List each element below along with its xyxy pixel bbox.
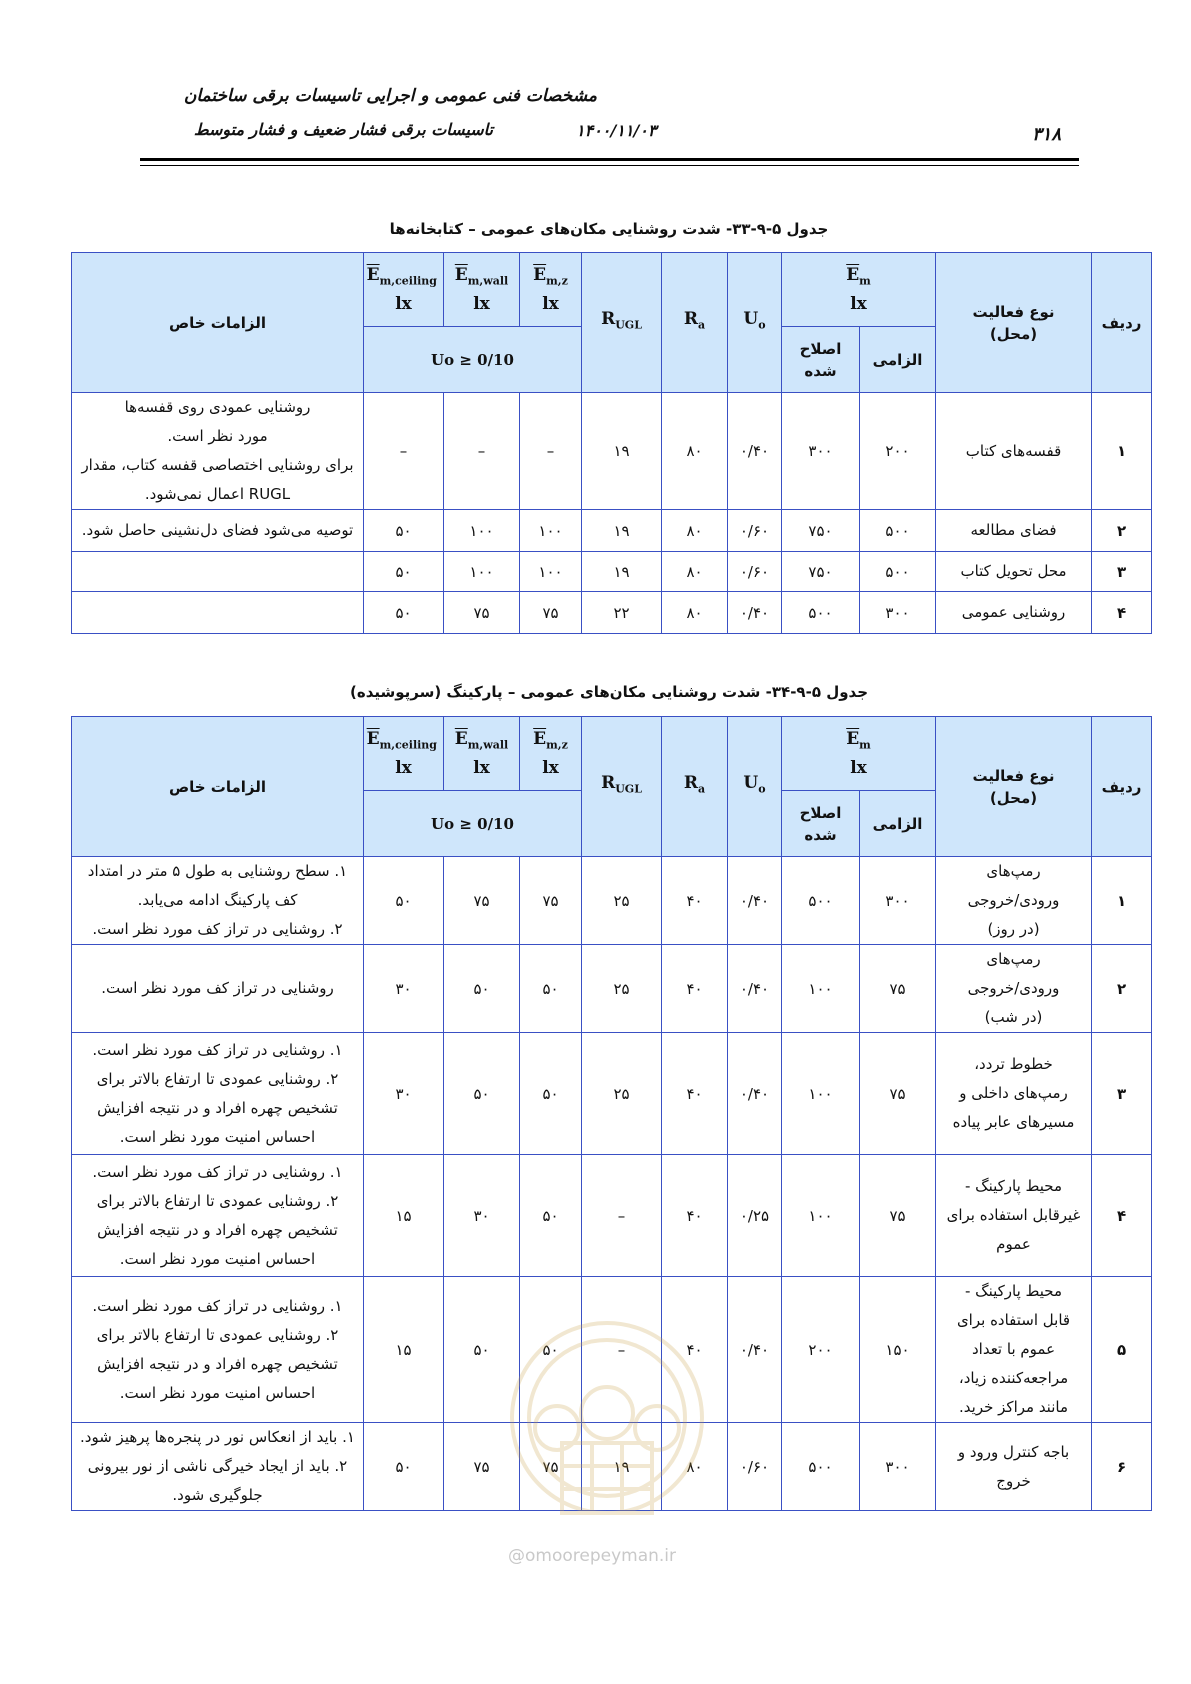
header-em: $E_m$ lx bbox=[782, 253, 936, 327]
cell-radif: ۲ bbox=[1092, 945, 1152, 1033]
table-row bbox=[72, 1155, 1152, 1277]
cell-uo: ۰/۲۵ bbox=[728, 1155, 782, 1277]
document-title: مشخصات فنی عمومی و اجرایی تاسیسات برقی ساختمان bbox=[183, 86, 597, 106]
cell-rugl: ۲۵ bbox=[582, 1033, 662, 1155]
cell-em-modified: ۷۵۰ bbox=[782, 552, 860, 592]
header-uo: $U_o$ bbox=[728, 717, 782, 857]
cell-requirements-line: ۱. روشنایی در تراز کف مورد نظر است. bbox=[92, 1162, 343, 1181]
cell-em-ceiling: ۱۵ bbox=[364, 1277, 444, 1423]
cell-em-ceiling: ۵۰ bbox=[364, 592, 444, 634]
header-activity-line2: (محل) bbox=[989, 324, 1038, 343]
cell-em-mandatory: ۷۵ bbox=[860, 1155, 936, 1277]
header-em-wall: $E_{m,wall}$ lx bbox=[444, 717, 520, 791]
header-em-z: $E_{m,z}$ lx bbox=[520, 253, 582, 327]
header-uo-condition: Uo ≥ 0/10 bbox=[364, 791, 582, 857]
cell-ra: ۴۰ bbox=[662, 1277, 728, 1423]
cell-em-ceiling: ۵۰ bbox=[364, 510, 444, 552]
cell-requirements-line: احساس امنیت مورد نظر است. bbox=[119, 1127, 316, 1146]
header-em-ceiling: $E_{m,ceiling}$ lx bbox=[364, 717, 444, 791]
cell-radif: ۱ bbox=[1092, 393, 1152, 510]
cell-rugl: ۲۵ bbox=[582, 857, 662, 945]
cell-requirements-line: مورد نظر است. bbox=[167, 427, 268, 445]
cell-em-z: ۵۰ bbox=[520, 945, 582, 1033]
cell-ra: ۸۰ bbox=[662, 1423, 728, 1511]
cell-uo: ۰/۶۰ bbox=[728, 510, 782, 552]
cell-activity-line: عموم با تعداد bbox=[971, 1340, 1056, 1358]
cell-activity bbox=[936, 393, 1092, 510]
header-em-ceiling: $E_{m,ceiling}$ lx bbox=[364, 253, 444, 327]
cell-activity-line: غیرقابل استفاده برای bbox=[946, 1206, 1081, 1224]
header-modified: اصلاح شده bbox=[782, 327, 860, 393]
header-ra: $R_a$ bbox=[662, 717, 728, 857]
header-rugl: $R_{UGL}$ bbox=[582, 253, 662, 393]
cell-radif: ۴ bbox=[1092, 1155, 1152, 1277]
cell-requirements-line: احساس امنیت مورد نظر است. bbox=[119, 1249, 316, 1268]
cell-em-z: ۷۵ bbox=[520, 592, 582, 634]
cell-activity-line: خطوط تردد، bbox=[974, 1055, 1053, 1073]
cell-activity-line: قابل استفاده برای bbox=[956, 1311, 1071, 1329]
cell-activity bbox=[936, 552, 1092, 592]
cell-rugl: – bbox=[582, 1155, 662, 1277]
header-em: $E_m$ lx bbox=[782, 717, 936, 791]
cell-ra: ۸۰ bbox=[662, 552, 728, 592]
cell-activity-line: فضای مطالعه bbox=[970, 521, 1057, 539]
cell-requirements-line: روشنایی در تراز کف مورد نظر است. bbox=[101, 979, 334, 997]
cell-em-z: ۱۰۰ bbox=[520, 510, 582, 552]
cell-em-mandatory: ۵۰۰ bbox=[860, 510, 936, 552]
cell-activity-line: ورودی/خروجی bbox=[967, 979, 1060, 997]
cell-requirements-line: تشخیص چهره افراد و در نتیجه افزایش bbox=[97, 1220, 338, 1239]
cell-uo: ۰/۴۰ bbox=[728, 857, 782, 945]
cell-ra: ۴۰ bbox=[662, 1033, 728, 1155]
cell-activity-line: روشنایی عمومی bbox=[961, 603, 1066, 621]
cell-em-z: ۵۰ bbox=[520, 1033, 582, 1155]
cell-radif: ۶ bbox=[1092, 1423, 1152, 1511]
watermark-seal-logo bbox=[492, 1268, 722, 1528]
cell-requirements bbox=[72, 857, 364, 945]
cell-activity bbox=[936, 1277, 1092, 1423]
cell-em-modified: ۲۰۰ bbox=[782, 1277, 860, 1423]
header-activity bbox=[936, 717, 1092, 857]
cell-em-mandatory: ۳۰۰ bbox=[860, 592, 936, 634]
cell-em-wall: ۵۰ bbox=[444, 1277, 520, 1423]
cell-requirements-line: تشخیص چهره افراد و در نتیجه افزایش bbox=[97, 1098, 338, 1117]
cell-ra: ۸۰ bbox=[662, 510, 728, 552]
cell-em-wall: ۷۵ bbox=[444, 1423, 520, 1511]
cell-em-ceiling: ۱۵ bbox=[364, 1155, 444, 1277]
cell-requirements-line: برای روشنایی اختصاصی قفسه کتاب، مقدار bbox=[81, 456, 354, 474]
cell-activity bbox=[936, 1033, 1092, 1155]
cell-em-z: ۵۰ bbox=[520, 1155, 582, 1277]
header-activity bbox=[936, 253, 1092, 393]
cell-rugl: ۱۹ bbox=[582, 510, 662, 552]
cell-requirements-line: ۲. روشنایی در تراز کف مورد نظر است. bbox=[92, 920, 343, 938]
cell-em-mandatory: ۷۵ bbox=[860, 1033, 936, 1155]
cell-requirements bbox=[72, 592, 364, 634]
cell-requirements-line: جلوگیری شود. bbox=[172, 1486, 263, 1504]
cell-rugl: ۲۲ bbox=[582, 592, 662, 634]
cell-em-wall: ۱۰۰ bbox=[444, 510, 520, 552]
cell-activity-line: عموم bbox=[996, 1235, 1031, 1253]
cell-uo: ۰/۴۰ bbox=[728, 1277, 782, 1423]
header-rule-thin bbox=[140, 165, 1079, 166]
cell-em-mandatory: ۲۰۰ bbox=[860, 393, 936, 510]
cell-requirements bbox=[72, 552, 364, 592]
cell-radif: ۳ bbox=[1092, 552, 1152, 592]
table-row bbox=[72, 393, 1152, 510]
cell-activity-line: مراجعه‌کننده زیاد، bbox=[958, 1369, 1069, 1387]
cell-activity-line: قفسه‌های کتاب bbox=[965, 441, 1062, 460]
header-modified: اصلاح شده bbox=[782, 791, 860, 857]
cell-em-mandatory: ۷۵ bbox=[860, 945, 936, 1033]
cell-em-modified: ۵۰۰ bbox=[782, 592, 860, 634]
cell-em-wall: ۷۵ bbox=[444, 592, 520, 634]
cell-ra: ۸۰ bbox=[662, 592, 728, 634]
cell-em-z: ۷۵ bbox=[520, 1423, 582, 1511]
header-ra: $R_a$ bbox=[662, 253, 728, 393]
cell-requirements-line: ۱. روشنایی در تراز کف مورد نظر است. bbox=[92, 1040, 343, 1059]
cell-activity-line: مسیرهای عابر پیاده bbox=[952, 1113, 1075, 1131]
cell-activity-line: (در روز) bbox=[987, 920, 1040, 938]
cell-em-z: – bbox=[520, 393, 582, 510]
cell-em-wall: – bbox=[444, 393, 520, 510]
header-activity-line1: نوع فعالیت bbox=[972, 766, 1055, 785]
cell-em-wall: ۷۵ bbox=[444, 857, 520, 945]
cell-activity bbox=[936, 1155, 1092, 1277]
cell-em-ceiling: ۵۰ bbox=[364, 1423, 444, 1511]
cell-activity bbox=[936, 1423, 1092, 1511]
cell-em-wall: ۱۰۰ bbox=[444, 552, 520, 592]
cell-em-ceiling: – bbox=[364, 393, 444, 510]
header-mandatory: الزامی bbox=[860, 791, 936, 857]
cell-em-wall: ۵۰ bbox=[444, 1033, 520, 1155]
cell-em-ceiling: ۳۰ bbox=[364, 945, 444, 1033]
cell-uo: ۰/۴۰ bbox=[728, 945, 782, 1033]
cell-radif: ۴ bbox=[1092, 592, 1152, 634]
cell-requirements bbox=[72, 1155, 364, 1277]
cell-activity-line: رمپ‌های bbox=[986, 862, 1041, 880]
cell-activity-line: خروج bbox=[996, 1471, 1031, 1490]
cell-em-z: ۷۵ bbox=[520, 857, 582, 945]
cell-activity-line: رمپ‌های bbox=[986, 950, 1041, 968]
cell-requirements-line: کف پارکینگ ادامه می‌یابد. bbox=[137, 891, 298, 909]
cell-requirements-line: روشنایی عمودی روی قفسه‌ها bbox=[124, 398, 311, 416]
cell-activity-line: باجه کنترل ورود و bbox=[957, 1442, 1070, 1461]
table-libraries bbox=[71, 252, 1152, 634]
table-row bbox=[72, 592, 1152, 634]
cell-em-modified: ۱۰۰ bbox=[782, 1033, 860, 1155]
cell-em-wall: ۳۰ bbox=[444, 1155, 520, 1277]
cell-em-ceiling: ۵۰ bbox=[364, 857, 444, 945]
cell-activity-line: محل تحویل کتاب bbox=[960, 562, 1067, 580]
cell-ra: ۸۰ bbox=[662, 393, 728, 510]
cell-activity-line: ورودی/خروجی bbox=[967, 891, 1060, 909]
cell-activity bbox=[936, 510, 1092, 552]
header-uo: $U_o$ bbox=[728, 253, 782, 393]
cell-radif: ۵ bbox=[1092, 1277, 1152, 1423]
cell-requirements-line: ۱. روشنایی در تراز کف مورد نظر است. bbox=[92, 1296, 343, 1315]
cell-em-mandatory: ۵۰۰ bbox=[860, 552, 936, 592]
header-rugl: $R_{UGL}$ bbox=[582, 717, 662, 857]
cell-requirements bbox=[72, 393, 364, 510]
cell-rugl: – bbox=[582, 1277, 662, 1423]
table-row bbox=[72, 510, 1152, 552]
cell-em-ceiling: ۳۰ bbox=[364, 1033, 444, 1155]
cell-uo: ۰/۴۰ bbox=[728, 393, 782, 510]
document-subtitle: تاسیسات برقی فشار ضعیف و فشار متوسط bbox=[193, 120, 493, 139]
cell-requirements-line: RUGL اعمال نمی‌شود. bbox=[144, 485, 291, 503]
cell-requirements-line: ۱. باید از انعکاس نور در پنجره‌ها پرهیز شود. bbox=[80, 1428, 355, 1446]
cell-requirements bbox=[72, 510, 364, 552]
header-radif: ردیف bbox=[1092, 717, 1152, 857]
cell-requirements bbox=[72, 1033, 364, 1155]
cell-em-mandatory: ۱۵۰ bbox=[860, 1277, 936, 1423]
cell-ra: ۴۰ bbox=[662, 1155, 728, 1277]
cell-uo: ۰/۴۰ bbox=[728, 592, 782, 634]
cell-em-modified: ۷۵۰ bbox=[782, 510, 860, 552]
table-row bbox=[72, 552, 1152, 592]
cell-em-mandatory: ۳۰۰ bbox=[860, 1423, 936, 1511]
cell-em-ceiling: ۵۰ bbox=[364, 552, 444, 592]
cell-radif: ۳ bbox=[1092, 1033, 1152, 1155]
table-row bbox=[72, 945, 1152, 1033]
cell-em-modified: ۱۰۰ bbox=[782, 1155, 860, 1277]
header-rule-thick bbox=[140, 158, 1079, 161]
header-em-wall: $E_{m,wall}$ lx bbox=[444, 253, 520, 327]
header-mandatory: الزامی bbox=[860, 327, 936, 393]
cell-rugl: ۱۹ bbox=[582, 552, 662, 592]
cell-em-modified: ۳۰۰ bbox=[782, 393, 860, 510]
header-em-z: $E_{m,z}$ lx bbox=[520, 717, 582, 791]
cell-uo: ۰/۶۰ bbox=[728, 1423, 782, 1511]
table1-caption: جدول ۵-۹-۳۳- شدت روشنایی مکان‌های عمومی – کتابخانه‌ها bbox=[389, 220, 829, 238]
cell-requirements-line: ۲. روشنایی عمودی تا ارتفاع بالاتر برای bbox=[96, 1069, 339, 1088]
cell-requirements-line: ۲. باید از ایجاد خیرگی ناشی از نور بیرونی bbox=[87, 1457, 348, 1475]
cell-em-mandatory: ۳۰۰ bbox=[860, 857, 936, 945]
header-activity-line2: (محل) bbox=[989, 788, 1038, 807]
header-special-requirements: الزامات خاص bbox=[72, 253, 364, 393]
cell-activity bbox=[936, 857, 1092, 945]
header-activity-line1: نوع فعالیت bbox=[972, 302, 1055, 321]
cell-requirements-line: ۱. سطح روشنایی به طول ۵ متر در امتداد bbox=[87, 862, 348, 880]
cell-requirements-line: ۲. روشنایی عمودی تا ارتفاع بالاتر برای bbox=[96, 1191, 339, 1210]
document-date: ۱۴۰۰/۱۱/۰۳ bbox=[576, 121, 657, 140]
page-number: ۳۱۸ bbox=[1032, 124, 1062, 145]
header-uo-condition: Uo ≥ 0/10 bbox=[364, 327, 582, 393]
cell-uo: ۰/۴۰ bbox=[728, 1033, 782, 1155]
cell-uo: ۰/۶۰ bbox=[728, 552, 782, 592]
watermark-url: @omoorepeyman.ir bbox=[508, 1546, 677, 1566]
cell-requirements-line: تشخیص چهره افراد و در نتیجه افزایش bbox=[97, 1354, 338, 1373]
cell-activity-line: محیط پارکینگ - bbox=[964, 1177, 1063, 1195]
cell-em-modified: ۵۰۰ bbox=[782, 1423, 860, 1511]
cell-ra: ۴۰ bbox=[662, 857, 728, 945]
cell-activity-line: مانند مراکز خرید. bbox=[959, 1398, 1068, 1416]
cell-em-z: ۱۰۰ bbox=[520, 552, 582, 592]
cell-activity bbox=[936, 592, 1092, 634]
table-row bbox=[72, 857, 1152, 945]
table2-caption: جدول ۵-۹-۳۴- شدت روشنایی مکان‌های عمومی – پارکینگ (سرپوشیده) bbox=[349, 683, 869, 701]
cell-requirements-line: ۲. روشنایی عمودی تا ارتفاع بالاتر برای bbox=[96, 1325, 339, 1344]
cell-ra: ۴۰ bbox=[662, 945, 728, 1033]
cell-requirements bbox=[72, 1423, 364, 1511]
cell-em-wall: ۵۰ bbox=[444, 945, 520, 1033]
header-special-requirements: الزامات خاص bbox=[72, 717, 364, 857]
cell-rugl: ۱۹ bbox=[582, 393, 662, 510]
cell-radif: ۱ bbox=[1092, 857, 1152, 945]
cell-rugl: ۱۹ bbox=[582, 1423, 662, 1511]
cell-em-modified: ۵۰۰ bbox=[782, 857, 860, 945]
cell-activity-line: محیط پارکینگ - bbox=[964, 1282, 1063, 1300]
cell-activity bbox=[936, 945, 1092, 1033]
cell-em-modified: ۱۰۰ bbox=[782, 945, 860, 1033]
cell-em-z: ۵۰ bbox=[520, 1277, 582, 1423]
cell-activity-line: (در شب) bbox=[984, 1008, 1043, 1026]
cell-requirements-line: احساس امنیت مورد نظر است. bbox=[119, 1383, 316, 1402]
header-radif: ردیف bbox=[1092, 253, 1152, 393]
cell-rugl: ۲۵ bbox=[582, 945, 662, 1033]
table-row bbox=[72, 1033, 1152, 1155]
cell-radif: ۲ bbox=[1092, 510, 1152, 552]
cell-activity-line: رمپ‌های داخلی و bbox=[959, 1084, 1068, 1102]
cell-requirements bbox=[72, 945, 364, 1033]
cell-requirements-line: توصیه می‌شود فضای دل‌نشینی حاصل شود. bbox=[81, 521, 354, 539]
cell-requirements bbox=[72, 1277, 364, 1423]
